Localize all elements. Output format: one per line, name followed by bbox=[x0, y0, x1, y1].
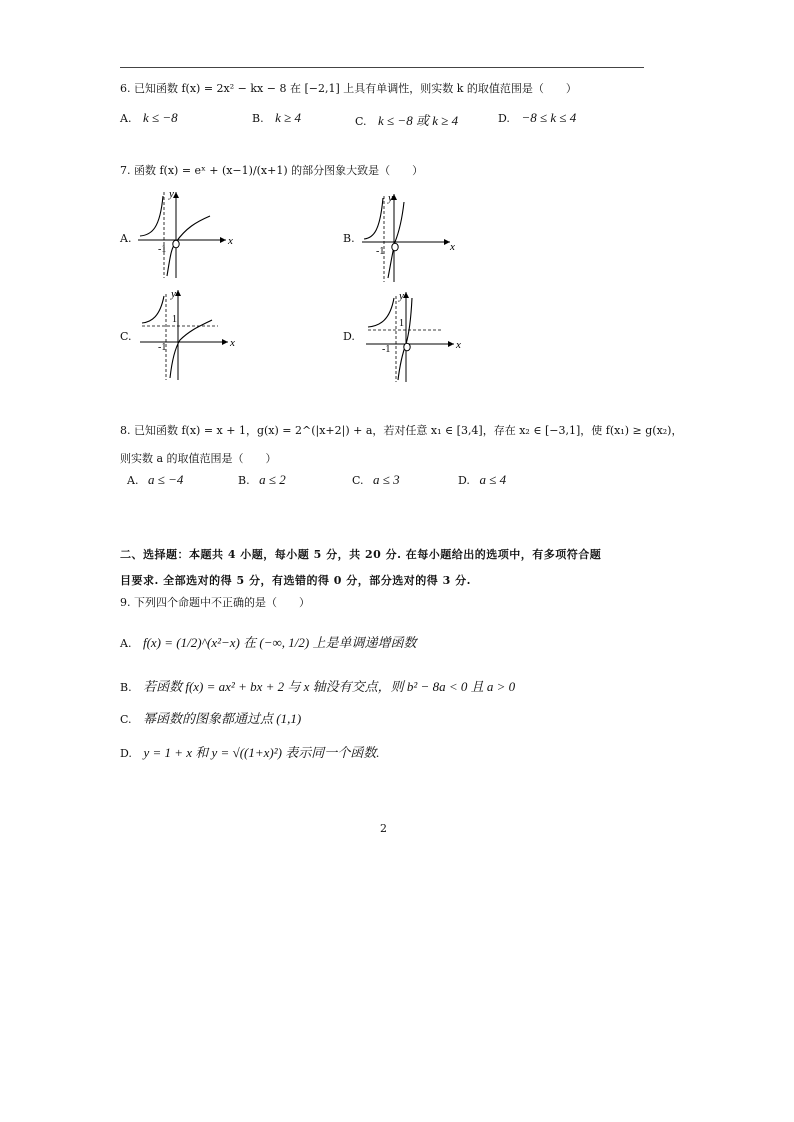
option-label: A. bbox=[120, 112, 132, 125]
option-text: 若函数 f(x) = ax² + bx + 2 与 x 轴没有交点，则 b² − 8a < 0 且 a > 0 bbox=[143, 679, 516, 694]
option-text: 幂函数的图象都通过点 (1,1) bbox=[143, 711, 302, 726]
option-text: a ≤ 4 bbox=[479, 472, 507, 487]
q7-graph-d-label[interactable]: D. bbox=[343, 330, 355, 343]
q7-graph-b[interactable] bbox=[362, 192, 462, 284]
option-text: f(x) = (1/2)^(x²−x) 在 (−∞, 1/2) 上是单调递增函数 bbox=[142, 635, 417, 650]
q8-option-a[interactable] bbox=[127, 472, 183, 488]
x-axis-label: x bbox=[228, 235, 233, 247]
option-text: y = 1 + x 和 y = √((1+x)²) 表示同一个函数. bbox=[143, 745, 380, 760]
tick-label: -1 bbox=[158, 342, 167, 353]
option-text: a ≤ 3 bbox=[373, 472, 400, 487]
tick-label: 1 bbox=[399, 318, 404, 329]
q6-option-b[interactable] bbox=[252, 110, 301, 126]
option-label: D. bbox=[120, 747, 132, 760]
q9-stem: 9. 下列四个命题中不正确的是（ ） bbox=[120, 596, 310, 609]
x-axis-label: x bbox=[230, 337, 235, 349]
q8-option-b[interactable] bbox=[238, 472, 286, 488]
option-label: A. bbox=[127, 474, 139, 487]
q9-option-b[interactable] bbox=[120, 676, 515, 695]
q7-graph-a-label[interactable]: A. bbox=[120, 232, 132, 245]
q7-stem: 7. 函数 f(x) = eˣ + (x−1)/(x+1) 的部分图象大致是（ ） bbox=[120, 164, 424, 177]
tick-label: -1 bbox=[158, 244, 167, 255]
tick-label: 1 bbox=[172, 314, 177, 325]
option-label: D. bbox=[458, 474, 470, 487]
tick-label: -1 bbox=[376, 246, 385, 257]
q6-option-a[interactable] bbox=[120, 110, 178, 126]
q9-option-a[interactable] bbox=[120, 632, 416, 651]
page-number: 2 bbox=[380, 822, 387, 835]
y-axis-label: y bbox=[399, 290, 404, 302]
q8-option-d[interactable] bbox=[458, 472, 506, 488]
y-axis-label: y bbox=[169, 188, 174, 200]
q9-option-d[interactable] bbox=[120, 742, 379, 761]
option-text: −8 ≤ k ≤ 4 bbox=[521, 110, 577, 125]
q7-graph-c-label[interactable]: C. bbox=[120, 330, 132, 343]
y-axis-label: y bbox=[388, 192, 393, 204]
q8-stem-continued: 则实数 a 的取值范围是（ ） bbox=[120, 452, 277, 465]
q7-graph-d[interactable] bbox=[366, 290, 466, 385]
option-label: C. bbox=[352, 474, 364, 487]
q6-option-d[interactable] bbox=[498, 110, 576, 126]
q8-stem: 8. 已知函数 f(x) = x + 1，g(x) = 2^(|x+2|) + a，若对任意 x₁ ∈ [3,4]，存在 x₂ ∈ [−3,1]，使 f(x₁) ≥ g(x₂)， bbox=[120, 424, 683, 437]
section-2-instructions: 二、选择题：本题共 4 小题，每小题 5 分，共 20 分. 在每小题给出的选项中，有多项符合题 bbox=[120, 548, 602, 561]
option-text: k ≤ −8 bbox=[142, 110, 178, 125]
y-axis-label: y bbox=[171, 288, 176, 300]
option-label: D. bbox=[498, 112, 510, 125]
q6-option-c[interactable] bbox=[355, 110, 458, 129]
q9-option-c[interactable] bbox=[120, 708, 301, 727]
q7-graph-a[interactable] bbox=[138, 188, 238, 280]
section-2-instructions-continued: 目要求. 全部选对的得 5 分，有选错的得 0 分，部分选对的得 3 分. bbox=[120, 574, 471, 587]
option-label: A. bbox=[120, 637, 132, 650]
option-label: B. bbox=[238, 474, 250, 487]
q6-stem: 6. 已知函数 f(x) = 2x² − kx − 8 在 [−2,1] 上具有单调性，则实数 k 的取值范围是（ ） bbox=[120, 82, 577, 95]
option-label: C. bbox=[120, 713, 132, 726]
option-text: a ≤ −4 bbox=[147, 472, 184, 487]
option-text: a ≤ 2 bbox=[259, 472, 286, 487]
option-text: k ≥ 4 bbox=[275, 110, 301, 125]
header-rule bbox=[120, 67, 644, 68]
q7-graph-c[interactable] bbox=[140, 288, 240, 383]
option-text: k ≤ −8 或 k ≥ 4 bbox=[378, 113, 459, 128]
x-axis-label: x bbox=[456, 339, 461, 351]
q7-graph-b-label[interactable]: B. bbox=[343, 232, 355, 245]
x-axis-label: x bbox=[450, 241, 455, 253]
option-label: B. bbox=[252, 112, 264, 125]
tick-label: -1 bbox=[382, 344, 391, 355]
option-label: B. bbox=[120, 681, 132, 694]
option-label: C. bbox=[355, 115, 367, 128]
q8-option-c[interactable] bbox=[352, 472, 400, 488]
